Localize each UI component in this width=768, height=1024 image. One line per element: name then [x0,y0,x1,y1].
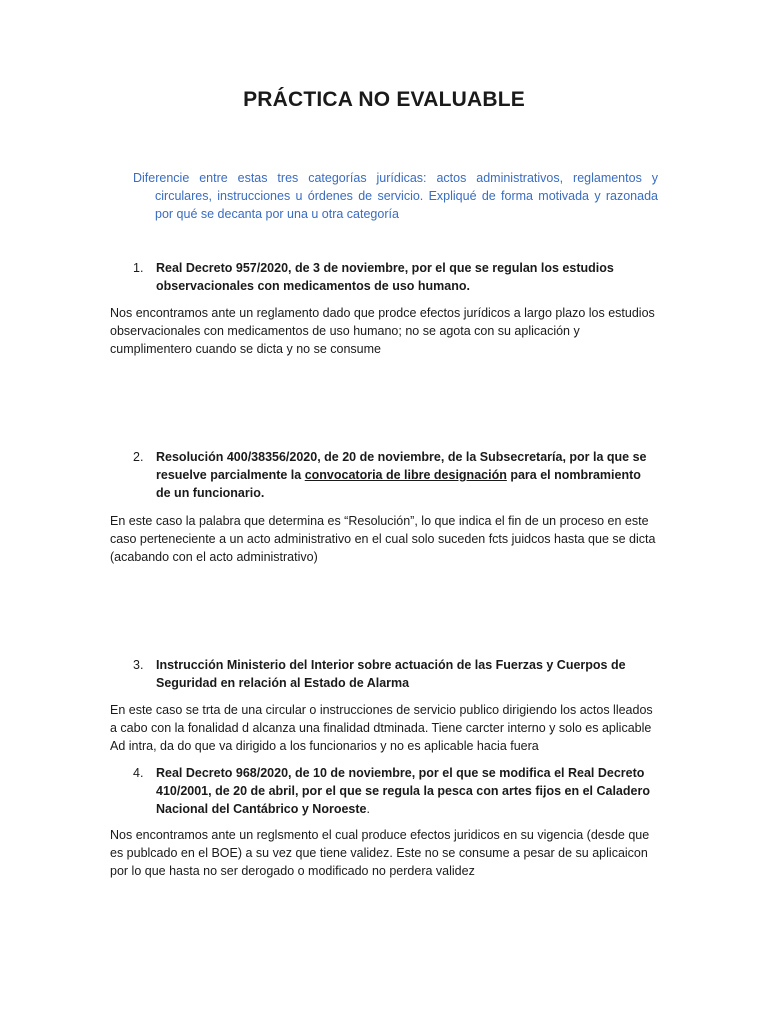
item-2-heading-part2: para el nombramiento de un funcionario. [156,468,641,500]
item-1-heading-text: Real Decreto 957/2020, de 3 de noviembre, por el que se regulan los estudios observacionales con medicamentos de uso humano. [156,261,614,293]
item-4-heading [133,764,658,818]
item-2-heading [133,448,658,502]
item-4-heading-main: Real Decreto 968/2020, de 10 de noviembre, por el que se modifica el Real Decreto 410/2001, de 20 de abril, por el que se regula la pesca con artes fijos en el Caladero Nacional del Cantábrico y Noroeste [156,766,650,816]
item-2-answer: En este caso la palabra que determina es “Resolución”, lo que indica el fin de un proceso en este caso perteneciente a un acto administrativo en el cual solo suceden fcts juidcos hasta que se dicta (acabando con el acto administrativo) [110,514,656,564]
item-4-heading-text [156,764,658,818]
item-1-answer: Nos encontramos ante un reglamento dado que prodce efectos jurídicos a largo plazo los estudios observacionales con medicamentos de uso humano; no se agota con su aplicación y cumplimentero cuando se dicta y no se consume [110,306,655,356]
item-4-answer: Nos encontramos ante un reglsmento el cual produce efectos juridicos en su vigencia (desde que es publcado en el BOE) a su vez que tiene validez. Este no se consume a pesar de su aplicaicon por lo que hasta no ser derogado o modificado no perdera validez [110,828,650,878]
item-3-heading-text: Instrucción Ministerio del Interior sobre actuación de las Fuerzas y Cuerpos de Seguridad en relación al Estado de Alarma [156,658,626,690]
item-1-number: 1. [133,261,144,275]
item-2-heading-text [156,448,658,502]
item-4-number: 4. [133,766,144,780]
item-3-number: 3. [133,658,144,672]
item-2-heading-part1: Resolución 400/38356/2020, de 20 de noviembre, de la Subsecretaría, por la que se resuelve parcialmente la [156,450,647,482]
prompt-text: Diferencie entre estas tres categorías jurídicas: actos administrativos, reglamentos y circulares, instrucciones u órdenes de servicio. Expliqué de forma motivada y razonada por qué se decanta por una u otra categoría [133,171,658,221]
item-1-heading [133,259,658,295]
assignment-prompt [133,169,658,223]
document-title: PRÁCTICA NO EVALUABLE [243,88,525,111]
item-2-heading-underlined: convocatoria de libre designación [304,468,507,482]
item-3-answer: En este caso se trta de una circular o instrucciones de servicio publico dirigiendo los actos lleados a cabo con la fonalidad d alcanza una finalidad dtminada. Tiene carcter interno y solo es aplicable Ad intra, da do que va dirigido a los funcionarios y no es aplicable hacia fuera [110,703,653,753]
item-2-number: 2. [133,450,144,464]
item-3-heading [133,656,658,692]
item-4-heading-end: . [366,802,370,816]
